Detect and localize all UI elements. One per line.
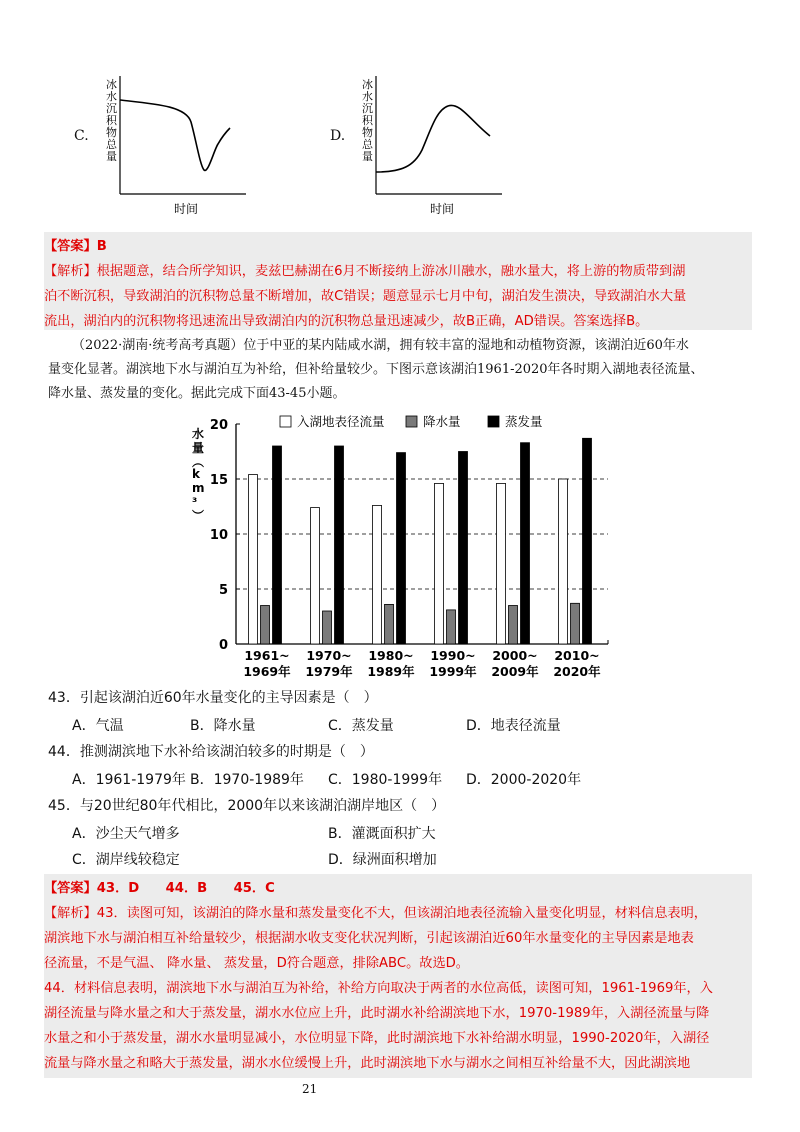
legend-label: 降水量 xyxy=(423,414,461,429)
analysis-2-line-3: 径流量，不是气温、 降水量、 蒸发量，D符合题意，排除ABC。故选D。 xyxy=(44,956,469,971)
intro-line-1: （2022·湖南·统考高考真题）位于中亚的某内陆咸水湖，拥有较丰富的湿地和动植物资源，该湖泊近60年水 xyxy=(72,338,689,353)
option-c-axes xyxy=(120,76,246,194)
question-43: 43．引起该湖泊近60年水量变化的主导因素是（ ） xyxy=(48,690,378,706)
q45-option-a[interactable]: A．沙尘天气增多 xyxy=(72,826,180,842)
analysis-1-line-3: 流出，湖泊内的沉积物将迅速流出导致湖泊内的沉积物总量迅速减少，故B正确，AD错误。答案选择B。 xyxy=(44,314,649,329)
question-44: 44．推测湖滨地下水补给该湖泊较多的时期是（ ） xyxy=(48,744,374,760)
option-d-ylabel: 冰水沉积物总量 xyxy=(362,78,373,163)
analysis-2-line-6: 水量之和小于蒸发量，湖水水量明显减小，水位明显下降，此时湖滨地下水补给湖水明显，1990-2020年，入湖径 xyxy=(44,1031,710,1046)
x-tick-label: 1969年 xyxy=(243,664,291,679)
q44-option-b[interactable]: B．1970-1989年 xyxy=(190,772,304,788)
analysis-2-line-4: 44．材料信息表明，湖滨地下水与湖泊互为补给，补给方向取决于两者的水位高低，读图可知，1961-1969年，入 xyxy=(44,981,713,996)
intro-line-3: 降水量、蒸发量的变化。据此完成下面43-45小题。 xyxy=(48,386,346,401)
y-axis-label: 水量︵ k m ³ ︶ xyxy=(192,427,205,523)
bar-evap xyxy=(583,438,592,644)
legend-label: 入湖地表径流量 xyxy=(297,414,385,429)
q43-option-c[interactable]: C．蒸发量 xyxy=(328,718,394,734)
option-c-chart xyxy=(96,70,256,220)
q45-option-b[interactable]: B．灌溉面积扩大 xyxy=(328,826,436,842)
y-tick-label: 5 xyxy=(218,583,228,598)
answer-block-2 xyxy=(44,874,752,1078)
bar-precip xyxy=(385,604,394,644)
x-tick-label: 1989年 xyxy=(367,664,415,679)
option-d-curve xyxy=(376,105,490,172)
x-tick-label: 1990~ xyxy=(430,648,476,663)
bar-precip xyxy=(509,606,518,645)
water-balance-chart xyxy=(170,408,630,688)
option-c-xlabel: 时间 xyxy=(174,202,199,216)
legend-swatch xyxy=(280,416,291,427)
intro-line-2: 量变化显著。湖滨地下水与湖泊互为补给，但补给量较少。下图示意该湖泊1961-2020年各时期入湖地表径流量、 xyxy=(48,362,704,377)
answer-block-1 xyxy=(44,232,752,330)
x-tick-label: 2020年 xyxy=(553,664,601,679)
analysis-2-line-1: 【解析】43．读图可知，该湖泊的降水量和蒸发量变化不大，但该湖泊地表径流输入量变化明显，材料信息表明， xyxy=(44,906,707,921)
y-tick-label: 15 xyxy=(209,473,228,488)
option-d-xlabel: 时间 xyxy=(430,202,455,216)
option-d-chart xyxy=(352,70,512,220)
bar-runoff xyxy=(497,483,506,644)
analysis-2-line-2: 湖滨地下水与湖泊相互补给量较少，根据湖水收支变化状况判断，引起该湖泊近60年水量变化的主导因素是地表 xyxy=(44,931,694,946)
question-intro xyxy=(48,334,758,406)
bar-runoff xyxy=(311,508,320,644)
bar-evap xyxy=(397,453,406,644)
bar-runoff xyxy=(373,505,382,644)
bar-runoff xyxy=(249,475,258,644)
analysis-1-line-1: 【解析】根据题意，结合所学知识，麦兹巴赫湖在6月不断接纳上游冰川融水，融水量大，将上游的物质带到湖 xyxy=(44,264,686,279)
option-d-label: D. xyxy=(330,128,346,144)
legend-swatch xyxy=(406,416,417,427)
x-tick-label: 2009年 xyxy=(491,664,539,679)
x-tick-label: 1980~ xyxy=(368,648,414,663)
option-c-curve xyxy=(120,100,230,170)
legend-swatch xyxy=(488,416,499,427)
analysis-2-line-5: 湖径流量与降水量之和大于蒸发量，湖水水位应上升，此时湖水补给湖滨地下水，1970-1989年，入湖径流量与降 xyxy=(44,1006,710,1021)
y-tick-label: 20 xyxy=(209,418,228,433)
option-c-label: C. xyxy=(74,128,89,144)
x-tick-label: 1999年 xyxy=(429,664,477,679)
q44-option-d[interactable]: D．2000-2020年 xyxy=(466,772,582,788)
bar-precip xyxy=(447,610,456,644)
x-tick-label: 1970~ xyxy=(306,648,352,663)
x-tick-label: 1979年 xyxy=(305,664,353,679)
x-tick-label: 2000~ xyxy=(492,648,538,663)
bar-evap xyxy=(335,446,344,644)
q44-option-a[interactable]: A．1961-1979年 xyxy=(72,772,186,788)
q44-option-c[interactable]: C．1980-1999年 xyxy=(328,772,443,788)
y-tick-label: 10 xyxy=(209,528,228,543)
analysis-2-line-7: 流量与降水量之和略大于蒸发量，湖水水位缓慢上升，此时湖滨地下水与湖水之间相互补给量不大，因此湖滨地 xyxy=(44,1056,691,1071)
bar-precip xyxy=(323,611,332,644)
bar-runoff xyxy=(559,479,568,644)
y-tick-label: 0 xyxy=(218,638,228,653)
q43-option-d[interactable]: D．地表径流量 xyxy=(466,718,561,734)
bar-evap xyxy=(273,446,282,644)
bar-precip xyxy=(261,606,270,645)
x-tick-label: 1961~ xyxy=(244,648,290,663)
option-d-axes xyxy=(376,76,502,194)
bar-runoff xyxy=(435,483,444,644)
answer-1-tag: 【答案】B xyxy=(44,239,107,254)
q43-option-b[interactable]: B．降水量 xyxy=(190,718,256,734)
q45-option-c[interactable]: C．湖岸线较稳定 xyxy=(72,852,180,868)
analysis-1-line-2: 泊不断沉积，导致湖泊的沉积物总量不断增加，故C错误；题意显示七月中旬，湖泊发生溃决，导致湖泊水大量 xyxy=(44,289,687,304)
option-c-ylabel: 冰水沉积物总量 xyxy=(106,78,117,163)
page-number: 21 xyxy=(302,1082,318,1096)
q43-option-a[interactable]: A．气温 xyxy=(72,718,124,734)
bar-evap xyxy=(521,443,530,644)
question-45: 45．与20世纪80年代相比，2000年以来该湖泊湖岸地区（ ） xyxy=(48,798,446,814)
q45-option-d[interactable]: D．绿洲面积增加 xyxy=(328,852,437,868)
bar-evap xyxy=(459,452,468,645)
bar-precip xyxy=(571,603,580,644)
answer-2-tag: 【答案】43．D 44．B 45．C xyxy=(44,881,275,896)
legend-label: 蒸发量 xyxy=(505,414,543,429)
x-tick-label: 2010~ xyxy=(554,648,600,663)
